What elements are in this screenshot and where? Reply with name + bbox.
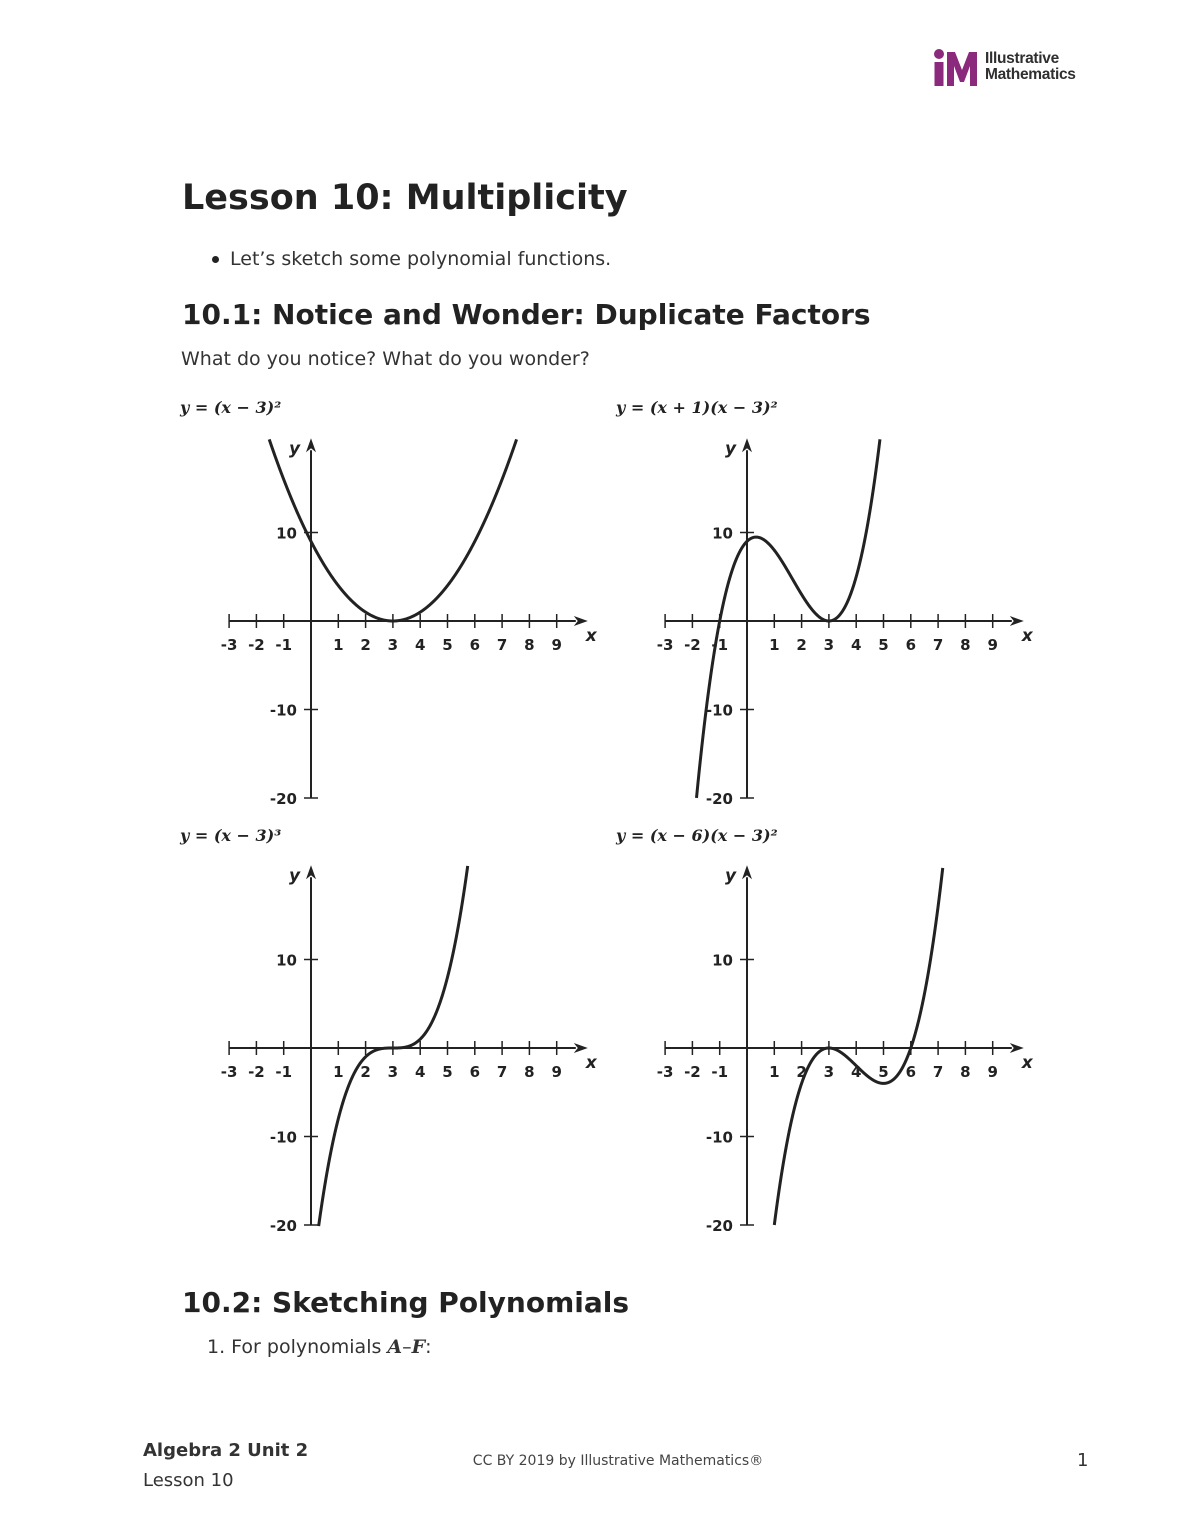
function-curve <box>774 868 942 1225</box>
x-tick-label: 5 <box>878 636 889 654</box>
y-axis-arrow <box>742 865 752 879</box>
x-tick-label: 1 <box>333 1063 344 1081</box>
x-tick-label: 4 <box>414 1063 426 1081</box>
x-tick-label: 8 <box>960 636 971 654</box>
logo-text <box>985 51 1076 83</box>
y-tick-label: -10 <box>269 701 297 720</box>
x-tick-label: -2 <box>248 1063 265 1081</box>
y-axis-label: y <box>725 866 737 887</box>
x-tick-label: 3 <box>387 1063 399 1081</box>
logo-line-1: Illustrative <box>985 50 1059 67</box>
x-tick-label: 7 <box>932 1063 944 1081</box>
x-tick-label: 9 <box>551 1063 562 1081</box>
x-axis-label: x <box>1021 626 1033 646</box>
task-var-f: F <box>411 1336 426 1358</box>
task-prefix: 1. For polynomials <box>207 1336 388 1358</box>
logo-line-2: Mathematics <box>985 66 1076 83</box>
graph-2-equation: y = (x + 1)(x − 3)² <box>616 398 778 417</box>
learning-goal-list <box>212 248 611 270</box>
x-tick-label: 7 <box>496 636 508 654</box>
im-logo-icon <box>933 48 979 88</box>
section-2-title: 10.2: Sketching Polynomials <box>182 1286 630 1319</box>
x-axis-arrow <box>1010 1043 1024 1053</box>
y-tick-label: -20 <box>269 1217 297 1235</box>
x-tick-label: 6 <box>905 1063 917 1081</box>
x-tick-label: 1 <box>769 1063 780 1081</box>
learning-goal: Let’s sketch some polynomial functions. <box>212 248 611 270</box>
footer-license: CC BY 2019 by Illustrative Mathematics® <box>472 1453 764 1469</box>
function-curve <box>696 439 879 798</box>
y-tick-label: -20 <box>705 790 733 808</box>
y-tick-label: -10 <box>705 1128 733 1147</box>
task-var-a: A <box>387 1336 403 1358</box>
y-axis-label: y <box>289 866 301 887</box>
x-axis-arrow <box>574 1043 588 1053</box>
illustrative-mathematics-logo <box>933 48 1103 88</box>
x-tick-label: 7 <box>932 636 944 654</box>
task-suffix: : <box>425 1336 432 1358</box>
graph-4 <box>606 857 1036 1242</box>
x-tick-label: -3 <box>220 1063 238 1081</box>
x-tick-label: -3 <box>220 636 238 654</box>
x-tick-label: 3 <box>823 1063 835 1081</box>
x-axis-arrow <box>574 616 588 626</box>
x-tick-label: 2 <box>360 636 371 654</box>
graph-4-equation: y = (x − 6)(x − 3)² <box>616 826 778 845</box>
section-1-prompt: What do you notice? What do you wonder? <box>181 348 590 370</box>
y-axis-label: y <box>289 439 301 460</box>
x-tick-label: 9 <box>551 636 562 654</box>
x-tick-label: -2 <box>684 1063 701 1081</box>
x-tick-label: 7 <box>496 1063 508 1081</box>
function-curve <box>269 439 516 621</box>
x-tick-label: 2 <box>796 636 807 654</box>
x-tick-label: 5 <box>878 1063 889 1081</box>
x-tick-label: -1 <box>275 1063 293 1081</box>
x-tick-label: -2 <box>684 636 701 654</box>
x-tick-label: 6 <box>469 1063 481 1081</box>
x-tick-label: 5 <box>442 636 453 654</box>
y-axis-arrow <box>742 438 752 452</box>
lesson-title: Lesson 10: Multiplicity <box>182 178 628 218</box>
graph-1 <box>170 430 600 815</box>
x-tick-label: 1 <box>333 636 344 654</box>
x-tick-label: -1 <box>711 1063 729 1081</box>
x-axis-arrow <box>1010 616 1024 626</box>
y-tick-label: 10 <box>712 524 733 543</box>
x-tick-label: -3 <box>656 636 674 654</box>
x-tick-label: 1 <box>769 636 780 654</box>
x-tick-label: 8 <box>960 1063 971 1081</box>
x-tick-label: 6 <box>905 636 917 654</box>
graph-3 <box>170 857 600 1242</box>
x-tick-label: 9 <box>987 636 998 654</box>
x-tick-label: 8 <box>524 636 535 654</box>
x-tick-label: 4 <box>850 1063 862 1081</box>
section-2-task <box>207 1336 432 1358</box>
x-tick-label: -3 <box>656 1063 674 1081</box>
x-tick-label: 9 <box>987 1063 998 1081</box>
x-tick-label: 2 <box>360 1063 371 1081</box>
x-tick-label: 2 <box>796 1063 807 1081</box>
x-tick-label: 6 <box>469 636 481 654</box>
x-tick-label: -1 <box>275 636 293 654</box>
x-tick-label: -2 <box>248 636 265 654</box>
x-tick-label: 4 <box>414 636 426 654</box>
x-axis-label: x <box>585 1053 597 1073</box>
y-tick-label: -10 <box>705 701 733 720</box>
graph-2 <box>606 430 1036 815</box>
x-tick-label: 4 <box>850 636 862 654</box>
y-tick-label: -10 <box>269 1128 297 1147</box>
graph-1-equation: y = (x − 3)² <box>180 398 282 417</box>
x-tick-label: 8 <box>524 1063 535 1081</box>
y-tick-label: 10 <box>276 524 297 543</box>
y-tick-label: 10 <box>712 951 733 970</box>
x-tick-label: 5 <box>442 1063 453 1081</box>
y-axis-arrow <box>306 438 316 452</box>
x-axis-label: x <box>585 626 597 646</box>
x-tick-label: -1 <box>711 636 729 654</box>
x-tick-label: 3 <box>387 636 399 654</box>
page-number: 1 <box>1077 1450 1089 1471</box>
footer-lesson: Lesson 10 <box>143 1470 234 1491</box>
x-axis-label: x <box>1021 1053 1033 1073</box>
graph-3-equation: y = (x − 3)³ <box>180 826 282 845</box>
task-dash: – <box>402 1336 412 1358</box>
y-tick-label: 10 <box>276 951 297 970</box>
y-axis-label: y <box>725 439 737 460</box>
y-tick-label: -20 <box>269 790 297 808</box>
footer-course: Algebra 2 Unit 2 <box>143 1440 309 1461</box>
section-1-title: 10.1: Notice and Wonder: Duplicate Factors <box>182 298 871 331</box>
y-tick-label: -20 <box>705 1217 733 1235</box>
y-axis-arrow <box>306 865 316 879</box>
x-tick-label: 3 <box>823 636 835 654</box>
